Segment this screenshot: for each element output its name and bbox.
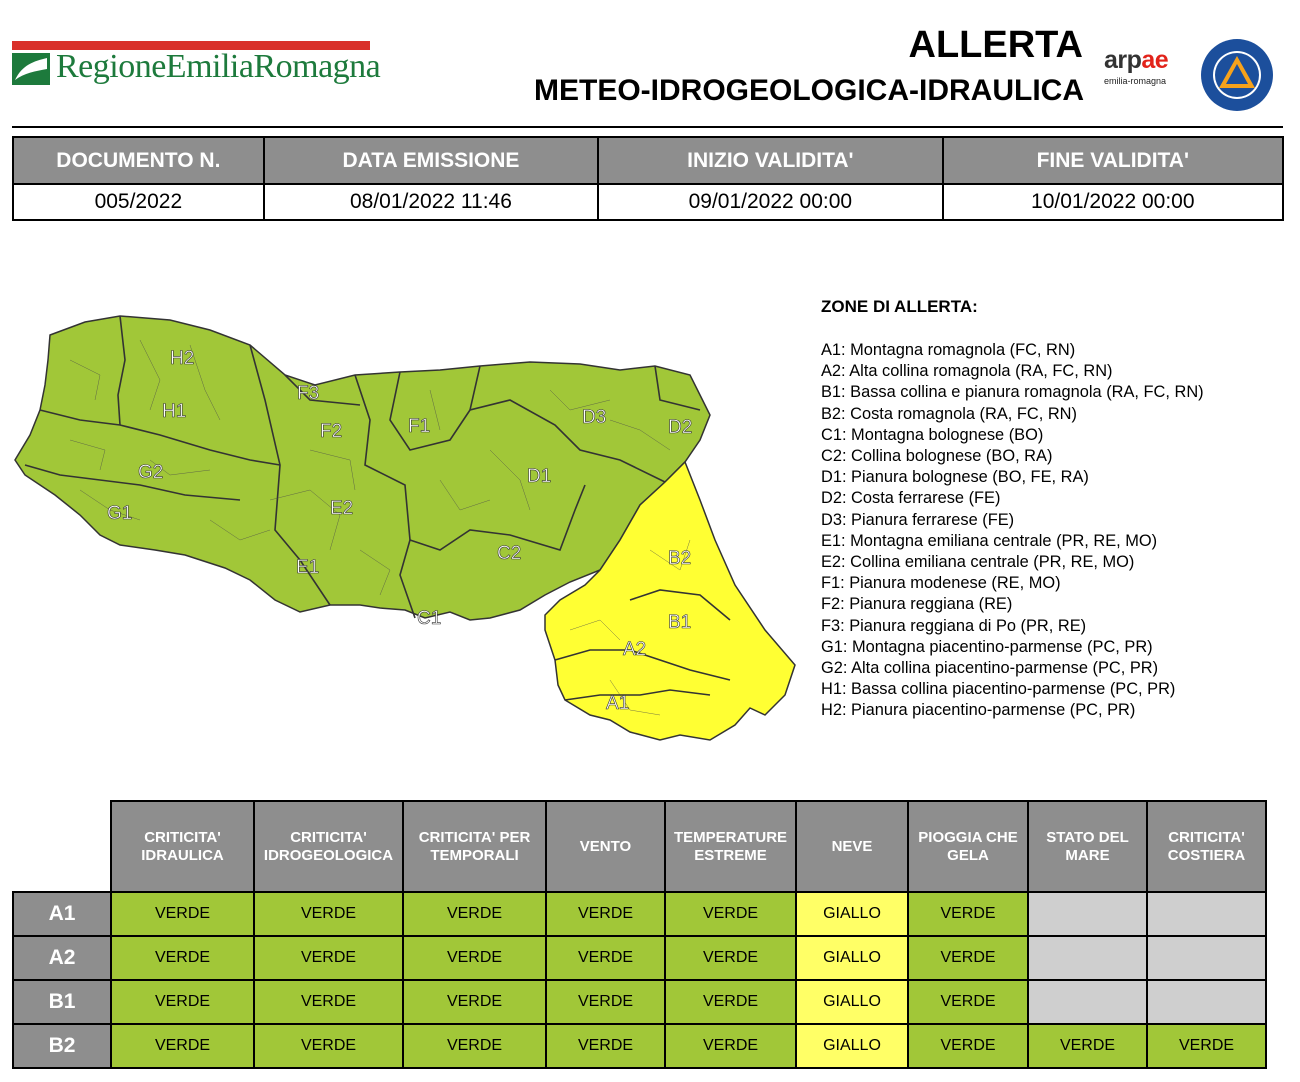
- map-label-b2: B2: [668, 548, 692, 569]
- alert-column-header: PIOGGIA CHE GELA: [908, 801, 1028, 892]
- alert-level-cell: VERDE: [665, 1024, 796, 1068]
- map-label-e1: E1: [296, 557, 320, 578]
- map-label-a2: A2: [623, 639, 647, 660]
- issue-date-header: DATA EMISSIONE: [264, 137, 598, 184]
- alert-level-cell: VERDE: [111, 936, 254, 980]
- zone-item: C1: Montagna bolognese (BO): [821, 425, 1044, 444]
- alert-column-header: NEVE: [796, 801, 908, 892]
- alert-level-empty-cell: [1028, 936, 1147, 980]
- zone-item: B1: Bassa collina e pianura romagnola (RA, FC, RN): [821, 383, 1204, 402]
- zone-item: E2: Collina emiliana centrale (PR, RE, MO): [821, 553, 1135, 572]
- zone-item: C2: Collina bolognese (BO, RA): [821, 447, 1053, 466]
- map-label-e2: E2: [330, 498, 354, 519]
- validity-end-header: FINE VALIDITA': [943, 137, 1283, 184]
- zone-item: A1: Montagna romagnola (FC, RN): [821, 341, 1076, 359]
- alert-column-header: CRITICITA' COSTIERA: [1147, 801, 1266, 892]
- alert-level-cell: VERDE: [546, 980, 665, 1024]
- region-flag-icon: [12, 53, 50, 85]
- alert-row-a1: [13, 892, 1266, 936]
- map-label-b1: B1: [668, 612, 692, 633]
- alert-level-cell: VERDE: [1147, 1024, 1266, 1068]
- map-label-c1: C1: [417, 608, 442, 629]
- zone-item: B2: Costa romagnola (RA, FC, RN): [821, 404, 1077, 423]
- alert-level-cell: VERDE: [546, 1024, 665, 1068]
- page-subtitle: METEO-IDROGEOLOGICA-IDRAULICA: [534, 74, 1084, 107]
- zone-item: G2: Alta collina piacentino-parmense (PC, PR): [821, 659, 1159, 678]
- alert-row-a2: [13, 936, 1266, 980]
- zones-heading: ZONE DI ALLERTA:: [821, 297, 978, 316]
- validity-end: 10/01/2022 00:00: [943, 184, 1283, 220]
- arpae-logo: arpae emilia-romagna: [1104, 46, 1169, 86]
- alert-level-cell: VERDE: [665, 980, 796, 1024]
- alert-levels-table: [12, 800, 1267, 1069]
- zone-item: F3: Pianura reggiana di Po (PR, RE): [821, 616, 1087, 635]
- alert-level-cell: VERDE: [111, 980, 254, 1024]
- zone-item: D3: Pianura ferrarese (FE): [821, 510, 1015, 529]
- alert-level-cell: GIALLO: [796, 1024, 908, 1068]
- alert-level-empty-cell: [1147, 936, 1266, 980]
- alert-column-header: CRITICITA' IDROGEOLOGICA: [254, 801, 403, 892]
- map-label-f1: F1: [408, 416, 431, 437]
- zones-list: [821, 340, 1204, 722]
- alert-level-cell: VERDE: [908, 892, 1028, 936]
- alert-level-cell: VERDE: [254, 980, 403, 1024]
- alert-level-cell: VERDE: [254, 892, 403, 936]
- zone-item: H2: Pianura piacentino-parmense (PC, PR): [821, 701, 1136, 720]
- alert-column-header: CRITICITA' PER TEMPORALI: [403, 801, 546, 892]
- map-label-h1: H1: [162, 401, 187, 422]
- document-number: 005/2022: [13, 184, 264, 220]
- alert-level-cell: VERDE: [254, 1024, 403, 1068]
- protezione-civile-logo: [1200, 38, 1274, 112]
- validity-start: 09/01/2022 00:00: [598, 184, 942, 220]
- alert-level-cell: VERDE: [403, 892, 546, 936]
- alert-level-cell: VERDE: [403, 1024, 546, 1068]
- validity-start-header: INIZIO VALIDITA': [598, 137, 942, 184]
- alert-zones-map: [10, 300, 810, 750]
- map-label-f2: F2: [320, 421, 343, 442]
- page-title: ALLERTA: [908, 24, 1083, 66]
- alert-level-cell: VERDE: [546, 936, 665, 980]
- alert-table-header-row: [13, 801, 1266, 892]
- map-label-d2: D2: [668, 417, 693, 438]
- zone-item: E1: Montagna emiliana centrale (PR, RE, MO): [821, 531, 1158, 550]
- zone-item: H1: Bassa collina piacentino-parmense (PC, PR): [821, 680, 1176, 699]
- zone-item: F2: Pianura reggiana (RE): [821, 595, 1013, 614]
- alert-level-cell: VERDE: [111, 892, 254, 936]
- zone-code-cell: A1: [13, 892, 111, 936]
- map-label-f3: F3: [297, 383, 320, 404]
- zone-code-cell: B1: [13, 980, 111, 1024]
- zone-item: A2: Alta collina romagnola (RA, FC, RN): [821, 362, 1113, 381]
- map-label-d1: D1: [527, 466, 552, 487]
- zone-item: G1: Montagna piacentino-parmense (PC, PR): [821, 637, 1153, 656]
- alert-column-header: VENTO: [546, 801, 665, 892]
- map-label-h2: H2: [170, 348, 195, 369]
- alert-column-header: TEMPERATURE ESTREME: [665, 801, 796, 892]
- zone-code-cell: B2: [13, 1024, 111, 1068]
- alert-row-b2: [13, 1024, 1266, 1068]
- header-divider: [12, 126, 1283, 128]
- alert-row-b1: [13, 980, 1266, 1024]
- map-label-a1: A1: [606, 693, 630, 714]
- alert-level-empty-cell: [1147, 980, 1266, 1024]
- alert-level-cell: GIALLO: [796, 980, 908, 1024]
- alert-level-cell: VERDE: [403, 936, 546, 980]
- alert-level-cell: VERDE: [908, 980, 1028, 1024]
- alert-level-cell: VERDE: [403, 980, 546, 1024]
- alert-level-cell: VERDE: [665, 936, 796, 980]
- document-info-table: [12, 136, 1284, 221]
- issue-date: 08/01/2022 11:46: [264, 184, 598, 220]
- map-label-g1: G1: [107, 503, 133, 524]
- alert-level-cell: GIALLO: [796, 936, 908, 980]
- alert-level-cell: VERDE: [1028, 1024, 1147, 1068]
- alert-level-cell: GIALLO: [796, 892, 908, 936]
- alert-level-cell: VERDE: [908, 1024, 1028, 1068]
- alert-level-cell: VERDE: [665, 892, 796, 936]
- alert-level-empty-cell: [1147, 892, 1266, 936]
- zone-item: D2: Costa ferrarese (FE): [821, 489, 1001, 508]
- document-number-header: DOCUMENTO N.: [13, 137, 264, 184]
- alert-level-cell: VERDE: [254, 936, 403, 980]
- map-label-d3: D3: [582, 407, 607, 428]
- map-label-g2: G2: [138, 462, 164, 483]
- map-label-c2: C2: [497, 543, 522, 564]
- alert-level-cell: VERDE: [908, 936, 1028, 980]
- alert-level-empty-cell: [1028, 980, 1147, 1024]
- alert-level-empty-cell: [1028, 892, 1147, 936]
- alert-column-header: STATO DEL MARE: [1028, 801, 1147, 892]
- zone-item: F1: Pianura modenese (RE, MO): [821, 574, 1061, 593]
- alert-level-cell: VERDE: [546, 892, 665, 936]
- alert-level-cell: VERDE: [111, 1024, 254, 1068]
- alert-table-corner: [13, 801, 111, 892]
- zone-code-cell: A2: [13, 936, 111, 980]
- region-logo-text: RegioneEmiliaRomagna: [56, 48, 381, 85]
- alert-column-header: CRITICITA' IDRAULICA: [111, 801, 254, 892]
- zone-item: D1: Pianura bolognese (BO, FE, RA): [821, 468, 1089, 487]
